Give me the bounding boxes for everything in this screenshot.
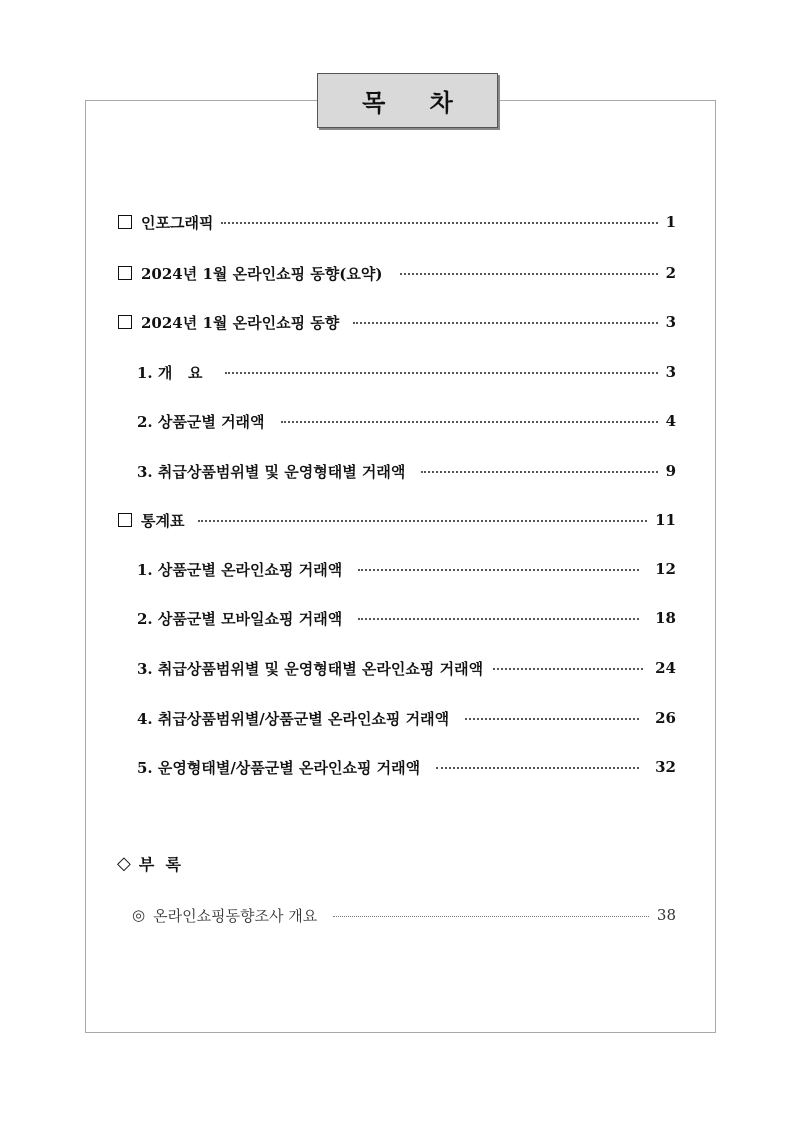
toc-entry-page: 2 bbox=[665, 264, 676, 282]
square-bullet-icon bbox=[118, 215, 132, 229]
appendix-heading-label: 부 록 bbox=[138, 855, 181, 874]
toc-subentry-online-by-group[interactable] bbox=[137, 557, 676, 581]
dot-leader bbox=[225, 372, 658, 374]
dot-leader bbox=[198, 520, 647, 522]
toc-subentry-overview[interactable] bbox=[137, 360, 676, 384]
toc-entry-page: 38 bbox=[656, 906, 676, 924]
toc-entry-summary[interactable] bbox=[118, 261, 676, 285]
toc-entry-infographic[interactable] bbox=[118, 210, 676, 234]
dot-leader bbox=[493, 668, 643, 670]
toc-entry-page: 26 bbox=[655, 709, 676, 727]
appendix-heading bbox=[117, 852, 181, 875]
toc-subentry-mobile-by-group[interactable] bbox=[137, 606, 676, 630]
toc-entry-label: 3. 취급상품범위별 및 운영형태별 거래액 bbox=[137, 462, 406, 481]
toc-subentry-operation-by-group[interactable] bbox=[137, 755, 676, 779]
square-bullet-icon bbox=[118, 513, 132, 527]
toc-entry-label: 2. 상품군별 거래액 bbox=[137, 412, 265, 431]
toc-subentry-product-group[interactable] bbox=[137, 409, 676, 433]
toc-entry-label: 2024년 1월 온라인쇼핑 동향 bbox=[141, 313, 340, 332]
dot-leader bbox=[436, 767, 639, 769]
toc-subentry-scope-operation[interactable] bbox=[137, 459, 676, 483]
dot-leader bbox=[400, 273, 657, 275]
dot-leader bbox=[465, 718, 639, 720]
toc-entry-page: 11 bbox=[655, 511, 676, 529]
toc-entry-label: 5. 운영형태별/상품군별 온라인쇼핑 거래액 bbox=[137, 758, 421, 777]
toc-entry-page: 9 bbox=[665, 462, 676, 480]
toc-entry-label: 온라인쇼핑동향조사 개요 bbox=[153, 906, 318, 925]
toc-entry-trend[interactable] bbox=[118, 310, 676, 334]
toc-entry-label: 2024년 1월 온라인쇼핑 동향(요약) bbox=[141, 264, 383, 283]
toc-entry-label: 인포그래픽 bbox=[141, 213, 214, 232]
toc-entry-label: 3. 취급상품범위별 및 운영형태별 온라인쇼핑 거래액 bbox=[137, 659, 484, 678]
diamond-icon: ◇ bbox=[117, 853, 131, 874]
toc-entry-stats-tables[interactable] bbox=[118, 508, 676, 532]
dot-leader bbox=[421, 471, 657, 473]
toc-entry-label: 2. 상품군별 모바일쇼핑 거래액 bbox=[137, 609, 343, 628]
toc-entry-survey-overview[interactable] bbox=[132, 903, 676, 927]
dot-leader bbox=[333, 916, 649, 917]
toc-entry-page: 24 bbox=[655, 659, 676, 677]
dot-leader bbox=[358, 569, 639, 571]
square-bullet-icon bbox=[118, 266, 132, 280]
page-title: 목 차 bbox=[317, 73, 498, 128]
dot-leader bbox=[358, 618, 639, 620]
toc-entry-label: 4. 취급상품범위별/상품군별 온라인쇼핑 거래액 bbox=[137, 709, 450, 728]
toc-entry-label: 1. 상품군별 온라인쇼핑 거래액 bbox=[137, 560, 343, 579]
toc-entry-page: 4 bbox=[665, 412, 676, 430]
toc-subentry-online-scope-operation[interactable] bbox=[137, 656, 676, 680]
toc-entry-page: 1 bbox=[665, 213, 676, 231]
toc-entry-page: 18 bbox=[655, 609, 676, 627]
dot-leader bbox=[281, 421, 658, 423]
toc-entry-page: 3 bbox=[665, 313, 676, 331]
toc-subentry-scope-by-group[interactable] bbox=[137, 706, 676, 730]
toc-entry-page: 3 bbox=[665, 363, 676, 381]
toc-entry-page: 12 bbox=[655, 560, 676, 578]
toc-entry-page: 32 bbox=[655, 758, 676, 776]
square-bullet-icon bbox=[118, 315, 132, 329]
toc-entry-label: 통계표 bbox=[141, 511, 185, 530]
dot-leader bbox=[353, 322, 657, 324]
dot-leader bbox=[221, 222, 657, 224]
double-circle-icon: ◎ bbox=[132, 906, 146, 924]
toc-entry-label: 1. 개 요 bbox=[137, 363, 203, 382]
